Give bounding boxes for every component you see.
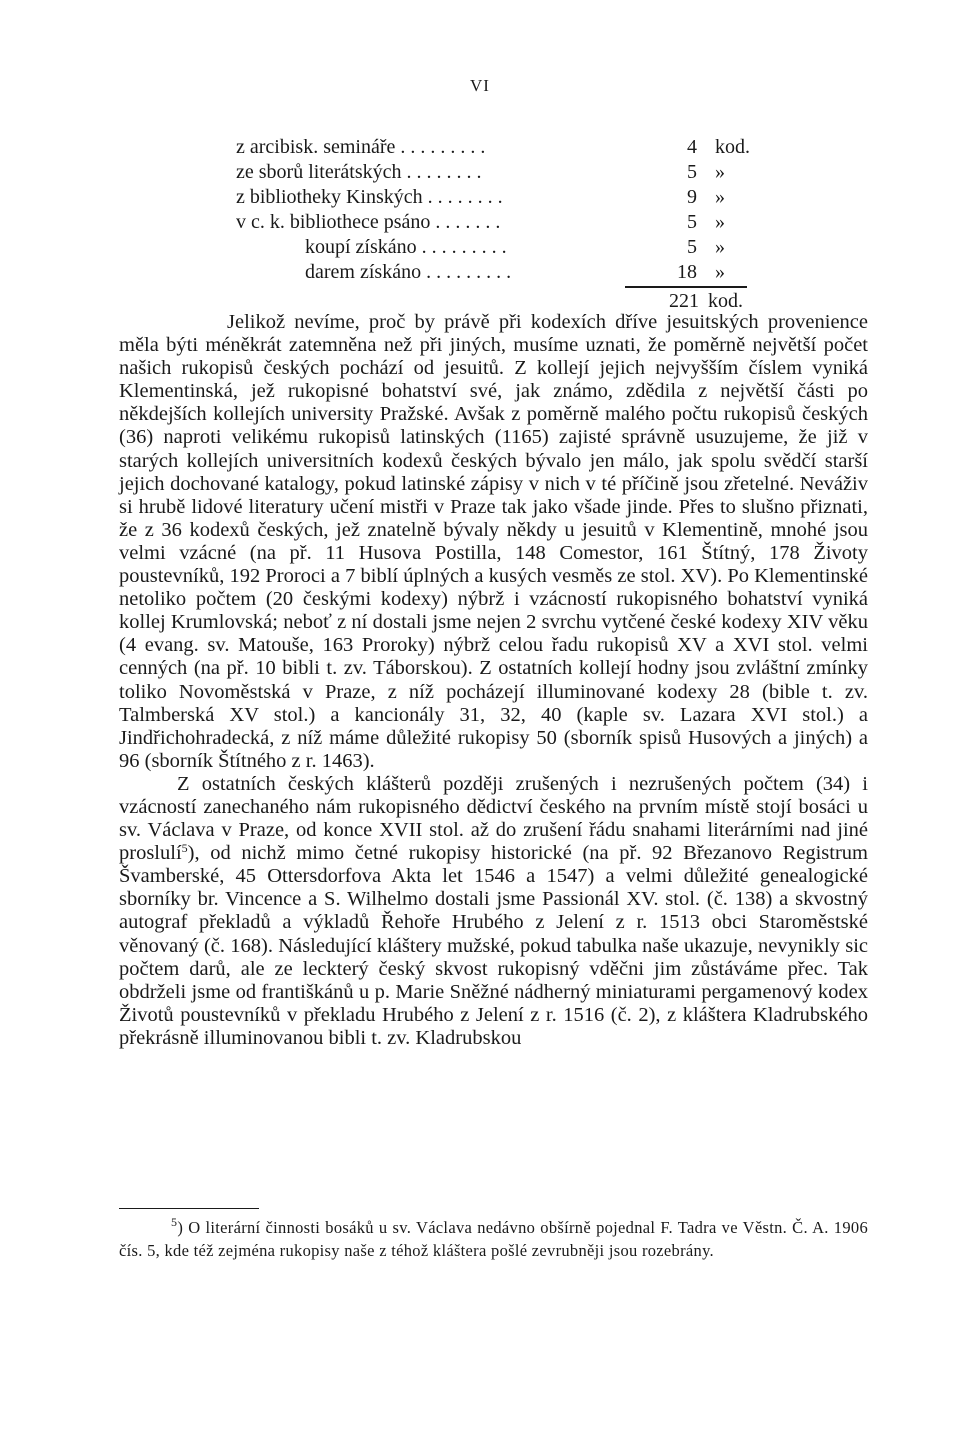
row-count: 5: [687, 236, 697, 258]
row-count: 5: [687, 211, 697, 233]
table-row: [0, 211, 960, 236]
footnote-separator: [119, 1208, 259, 1209]
row-unit: »: [715, 186, 725, 208]
table-total-row: [0, 286, 960, 314]
body-text: [119, 311, 868, 1050]
table-row: [0, 186, 960, 211]
row-count: 5: [687, 161, 697, 183]
row-unit: »: [715, 236, 725, 258]
footnote-text: ) O literární činnosti bosáků u sv. Václava nedávno obšírně pojednal F. Tadra ve Věstn. Č. A. 1906 čís. 5, kde též zejména rukopisy naše z téhož kláštera pošlé zevrubněji jsou rozebrány.: [119, 1218, 868, 1260]
paragraph-monasteries: Z ostatních českých klášterů později zrušených i nezrušených počtem (34) i vzácností zanechaného nám rukopisného dědictví českého na prvním místě stojí bosáci u sv. Václava v Praze, od konce XVII stol. až do zrušení řádu snahami literárními nad jiné proslulí$^5$), od nichž mimo četné rukopisy historické (na př. 92 Březanovo Registrum Švamberské, 45 Ottersdorfova Akta let 1546 a 1547) a velmi důležité genealogické sborníky br. Vincence a S. Wilhelmo dostali jsme Passionál XV. stol. (č. 138) a skvostný autograf překladů a výkladů Řehoře Hrubého z Jelení z r. 1513 obci Staroměstské věnovaný (č. 168). Následující kláštery mužské, pokud tabulka naše ukazuje, nevynikly sic počtem darů, ale ze leckterý český skvost rukopisný vděčni jim zůstáváme přec. Tak obdrželi jsme od františkánů u p. Marie Sněžné nádherný miniaturami pergamenový kodex Životů poustevníků v překladu Hrubého z Jelení z r. 1516 (č. 2), z kláštera Kladrubského překrásně illuminovanou bibli t. zv. Kladrubskou: [119, 772, 868, 1049]
paragraph-jesuit-colleges: Jelikož nevíme, proč by právě při kodexích dříve jesuitských provenience měla býti méněkrát zatemněna než při jiných, musíme uznati, že poměrně největší počet našich rukopisů českých pochází od jesuitů. Z kollejí jejich nejvyšším číslem vyniká Klementinská, jež rukopisné bohatství své, jak známo, zdědila z největší části po někdejších kollejích university Pražské. Avšak z poměrně malého počtu rukopisů českých (36) naproti velikému rukopisů latinských (1165) zajisté správně usuzujeme, že již v starých kollejích universitních kodexů českých bývalo jen málo, jak spolu svědčí starší jejich dochované katalogy, pokud latinské zápisy v nich v té příčině jsou zřetelné. Neváživ si hrubě lidové literatury učení mistři v Praze tak jako všade jinde. Přes to slušno přiznati, že z 36 kodexů českých, jež znatelně bývaly někdy u jesuitů v Klementině, mnohé jsou velmi vzácné (na př. 11 Husova Postilla, 148 Comestor, 161 Štítný, 178 Životy poustevníků, 192 Proroci a 7 biblí úplných a kusých vesměs ze stol. XV). Po Klementinské netoliko počtem (20 českými kodexy) nýbrž i vzácností rukopisného bohatství vyniká kollej Krumlovská; neboť z ní dostali jsme nejen 2 svrchu vytčené české kodexy XIV věku (4 evang. sv. Matouše, 163 Proroky) nýbrž celou řadu rukopisů XV a XVI stol. velmi cenných (na př. 10 bibli t. zv. Táborskou). Z ostatních kollejí hodny jsou zvláštní zmínky toliko Novoměstská v Praze, z níž pocházejí illuminované kodexy 28 (bible t. zv. Talmberská XV stol.) a kancionály 31, 32, 40 (kaple sv. Lazara XVI stol.) a Jindřichohradecká, z níž máme důležité rukopisy 50 (sborník spisů Husových a jiných) a 96 (sborník Štítného z r. 1463).: [119, 311, 868, 772]
table-row: [0, 136, 960, 161]
row-count: 4: [687, 136, 697, 158]
footnote: [119, 1217, 868, 1262]
footnote-ref: 5: [181, 841, 188, 856]
total-rule: [625, 286, 747, 288]
table-row: [0, 236, 960, 261]
table-row: [0, 261, 960, 286]
row-label: darem získáno . . . . . . . . .: [305, 261, 512, 283]
total-unit: kod.: [708, 290, 743, 312]
row-unit: kod.: [715, 136, 750, 158]
row-count: 9: [687, 186, 697, 208]
row-unit: »: [715, 261, 725, 283]
row-label: z arcibisk. semináře . . . . . . . . .: [236, 136, 486, 158]
row-label: ze sborů literátských . . . . . . . .: [236, 161, 482, 183]
total-count: 221: [669, 290, 699, 312]
row-count: 18: [677, 261, 697, 283]
row-label: v c. k. bibliothece psáno . . . . . . .: [236, 211, 501, 233]
table-row: [0, 161, 960, 186]
page-number: VI: [470, 76, 490, 95]
row-label: koupí získáno . . . . . . . . .: [305, 236, 507, 258]
row-unit: »: [715, 211, 725, 233]
footnote-marker: 5: [171, 1215, 178, 1229]
row-label: z bibliotheky Kinských . . . . . . . .: [236, 186, 503, 208]
provenance-table: [0, 136, 960, 314]
row-unit: »: [715, 161, 725, 183]
